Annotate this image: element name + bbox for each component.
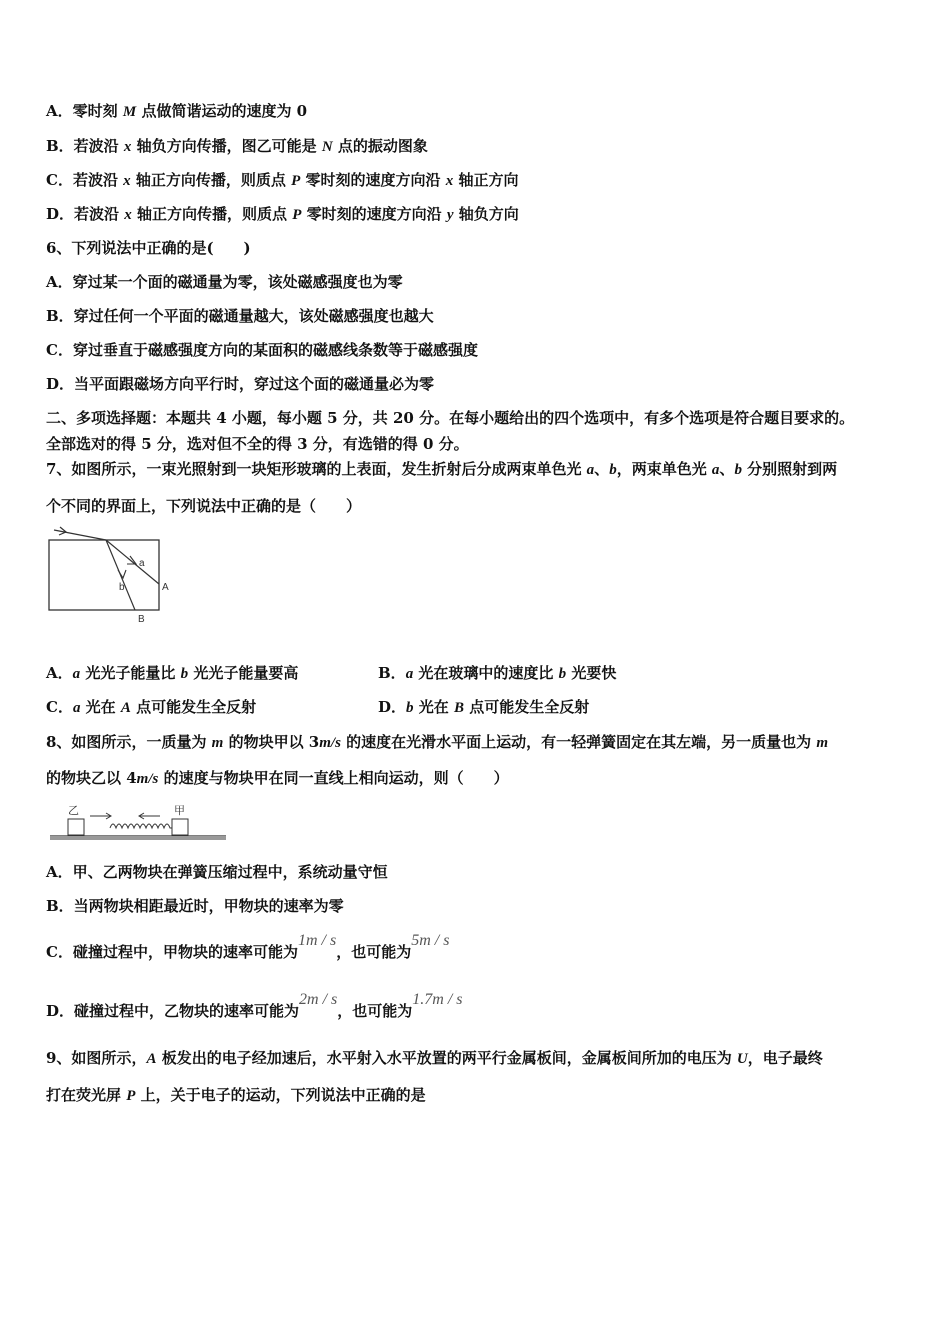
incident-ray <box>54 530 106 540</box>
section2-line2: 全部选对的得 5 分，选对但不全的得 3 分，有选错的得 0 分。 <box>46 435 469 453</box>
q9-stem-line2: 打在荧光屏 P 上，关于电子的运动，下列说法中正确的是 <box>46 1086 426 1104</box>
q8-option-b: B．当两物块相距最近时，甲物块的速率为零 <box>46 897 344 915</box>
q5-option-a: A．零时刻 M 点做简谐运动的速度为 0 <box>46 102 308 120</box>
q5-option-b: B．若波沿 x 轴负方向传播，图乙可能是 N 点的振动图象 <box>46 137 428 155</box>
q7-option-b: B．a 光在玻璃中的速度比 b 光要快 <box>378 664 617 682</box>
q8-option-d: D．碰撞过程中，乙物块的速率可能为2m / s，也可能为1.7m / s <box>46 991 463 1020</box>
label-b: b <box>119 582 125 593</box>
q6-option-d: D．当平面跟磁场方向平行时，穿过这个面的磁通量必为零 <box>46 375 435 393</box>
block-jia <box>172 819 188 835</box>
q9-stem-line1: 9、如图所示，A 板发出的电子经加速后，水平射入水平放置的两平行金属板间，金属板间所加的电压为 U，电子最终 <box>46 1049 823 1067</box>
q7-option-a: A．a 光光子能量比 b 光光子能量要高 <box>46 664 299 682</box>
q8-spring-figure <box>46 800 231 844</box>
glass-block <box>49 540 159 610</box>
q8-c-value2: 5m / s <box>411 932 450 949</box>
q8-stem-line2: 的物块乙以 4m/s 的速度与物块甲在同一直线上相向运动，则（ ） <box>46 769 509 787</box>
q8-d-value1: 2m / s <box>299 991 338 1008</box>
q8-c-value1: 1m / s <box>297 932 337 949</box>
label-A: A <box>162 582 169 593</box>
q7-option-row1 <box>46 663 617 684</box>
label-jia: 甲 <box>174 805 185 817</box>
q6-stem: 6、下列说法中正确的是( ) <box>46 239 251 257</box>
q7-stem-line2: 个不同的界面上，下列说法中正确的是（ ） <box>46 497 362 515</box>
q8-stem-line1: 8、如图所示，一质量为 m 的物块甲以 3m/s 的速度在光滑水平面上运动，有一轻弹簧固定在其左端，另一质量也为 m <box>46 733 829 751</box>
q8-option-a: A．甲、乙两物块在弹簧压缩过程中，系统动量守恒 <box>46 863 388 881</box>
q7-option-d: D．b 光在 B 点可能发生全反射 <box>378 698 590 716</box>
q6-option-c: C．穿过垂直于磁感强度方向的某面积的磁感线条数等于磁感强度 <box>46 341 478 359</box>
q7-stem-line1: 7、如图所示，一束光照射到一块矩形玻璃的上表面，发生折射后分成两束单色光 a、b，两束单色光 a、b 分别照射到两 <box>46 460 838 478</box>
q7-option-row2 <box>46 697 590 718</box>
q6-option-a: A．穿过某一个面的磁通量为零，该处磁感强度也为零 <box>46 273 403 291</box>
q5-option-c: C．若波沿 x 轴正方向传播，则质点 P 零时刻的速度方向沿 x 轴正方向 <box>46 171 519 189</box>
block-yi <box>68 819 84 835</box>
arrow-b-icon <box>118 570 126 578</box>
section2-line1: 二、多项选择题：本题共 4 小题，每小题 5 分，共 20 分。在每小题给出的四个选项中，有多个选项是符合题目要求的。 <box>46 409 855 427</box>
q5-option-d: D．若波沿 x 轴正方向传播，则质点 P 零时刻的速度方向沿 y 轴负方向 <box>46 205 519 223</box>
label-a: a <box>139 558 145 569</box>
label-B: B <box>138 614 145 625</box>
q7-option-c: C．a 光在 A 点可能发生全反射 <box>46 698 257 716</box>
arrow-a-icon <box>127 556 136 564</box>
spring <box>110 824 172 828</box>
q8-option-c: C．碰撞过程中，甲物块的速率可能为1m / s，也可能为5m / s <box>46 932 450 961</box>
label-yi: 乙 <box>68 805 79 817</box>
ground-hatch <box>50 836 226 840</box>
q6-option-b: B．穿过任何一个平面的磁通量越大，该处磁感强度也越大 <box>46 307 434 325</box>
q7-glass-figure <box>44 526 184 626</box>
ray-a <box>106 540 159 584</box>
q8-d-value2: 1.7m / s <box>412 991 463 1008</box>
